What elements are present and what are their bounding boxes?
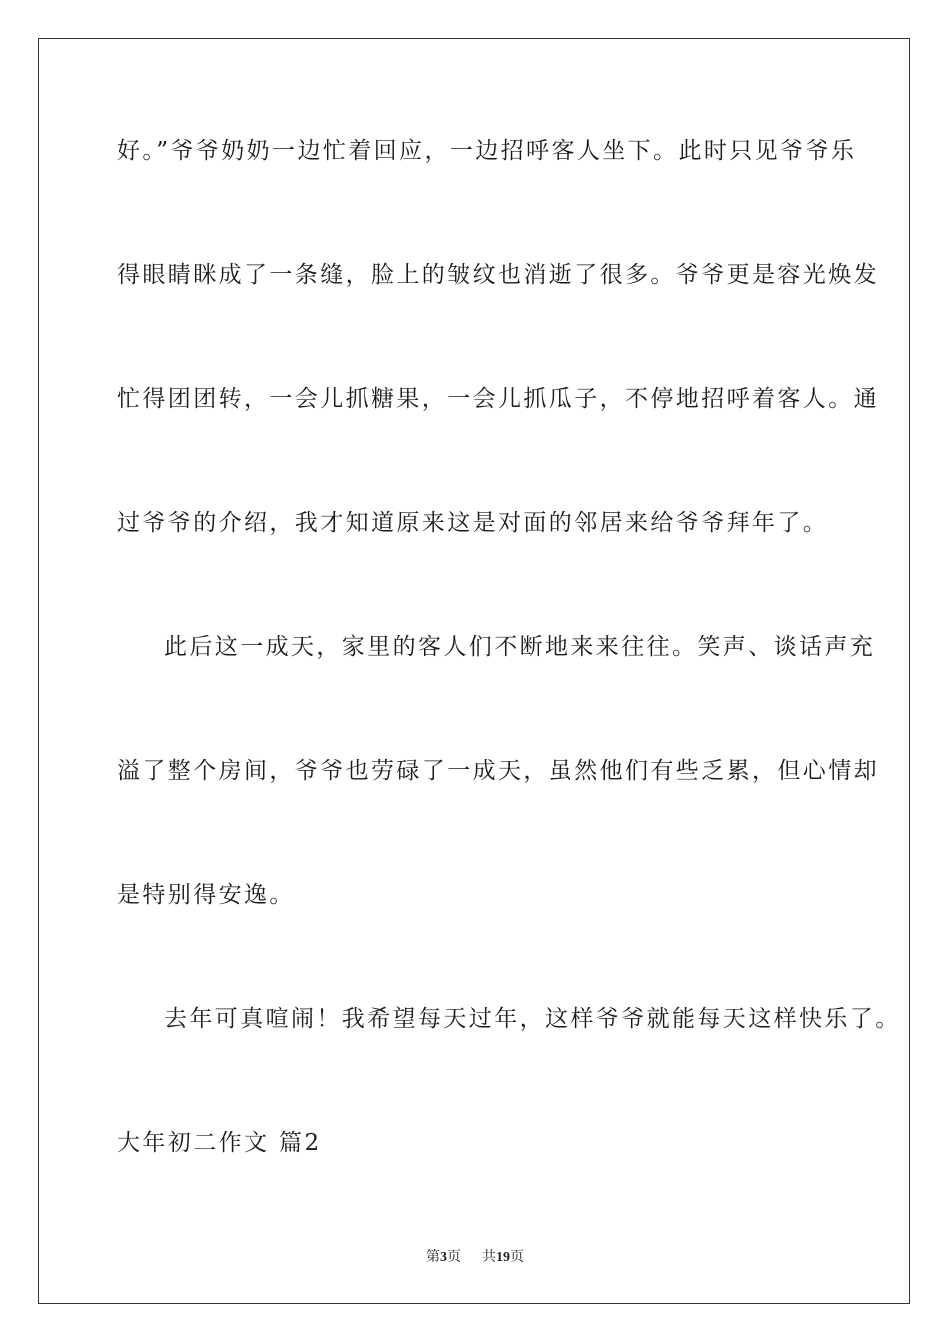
total-prefix: 共 xyxy=(482,1250,496,1265)
paragraph-line: 忙得团团转，一会儿抓糖果，一会儿抓瓜子，不停地招呼着客人。通 xyxy=(117,386,879,412)
paragraph-line: 溢了整个房间，爷爷也劳碌了一成天，虽然他们有些乏累，但心情却 xyxy=(117,758,879,784)
page-number: 3 xyxy=(440,1250,447,1265)
section-heading: 大年初二作文 篇2 xyxy=(117,1130,322,1156)
page-border xyxy=(38,38,910,1304)
paragraph-line: 去年可真喧闹！我希望每天过年，这样爷爷就能每天这样快乐了。 xyxy=(164,1006,901,1032)
page-footer xyxy=(0,1246,950,1266)
paragraph-line: 过爷爷的介绍，我才知道原来这是对面的邻居来给爷爷拜年了。 xyxy=(117,510,829,536)
paragraph-line: 好。”爷爷奶奶一边忙着回应，一边招呼客人坐下。此时只见爷爷乐 xyxy=(117,138,857,164)
total-suffix: 页 xyxy=(510,1250,524,1265)
paragraph-line: 是特别得安逸。 xyxy=(117,882,295,908)
total-pages: 19 xyxy=(496,1250,510,1265)
page-suffix: 页 xyxy=(447,1250,461,1265)
paragraph-line: 此后这一成天，家里的客人们不断地来来往往。笑声、谈话声充 xyxy=(164,634,876,660)
paragraph-line: 得眼睛眯成了一条缝，脸上的皱纹也消逝了很多。爷爷更是容光焕发 xyxy=(117,262,879,288)
page-prefix: 第 xyxy=(426,1250,440,1265)
